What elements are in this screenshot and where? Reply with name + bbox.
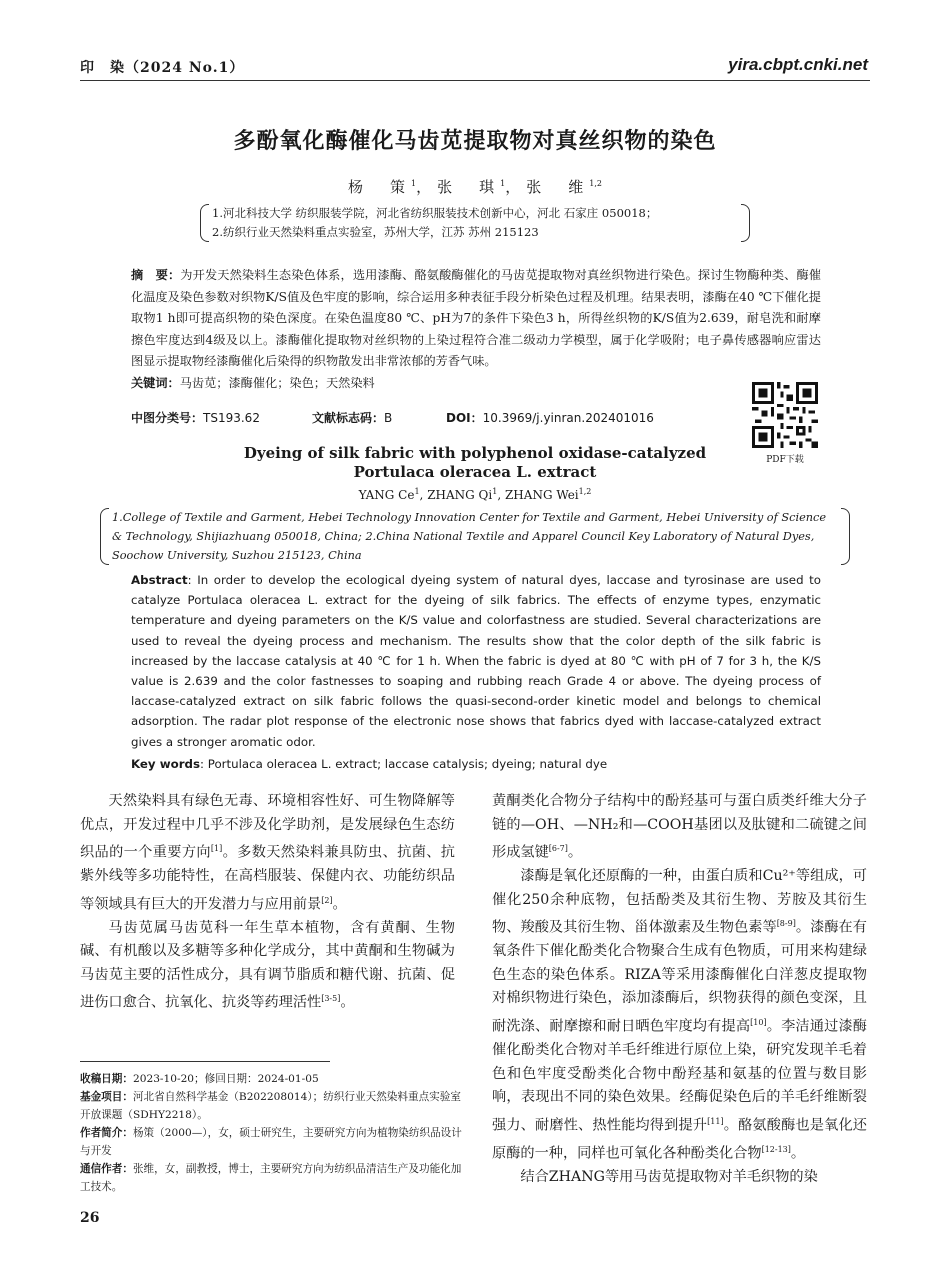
footnote-label: 作者简介： [80, 1127, 133, 1139]
author-name-en: ZHANG Qi [427, 488, 493, 502]
affiliation-line: 2.纺织行业天然染料重点实验室，苏州大学，江苏 苏州 215123 [212, 225, 539, 239]
footnote-label: 基金项目： [80, 1091, 133, 1103]
author-separator: ， [505, 178, 527, 196]
body-paragraph [80, 790, 455, 917]
classification-label: 中图分类号： [131, 411, 204, 425]
paper-title-en: Dyeing of silk fabric with polyphenol oxidase-catalyzed Portulaca oleracea L. extract [243, 444, 707, 481]
body-paragraph [492, 790, 867, 865]
header-rule [80, 80, 870, 81]
footnote-label: 通信作者： [80, 1163, 133, 1175]
author-affiliation-mark: 1 [500, 179, 506, 188]
author-affiliation-mark-en: 1 [492, 487, 498, 496]
abstract-cn-label: 摘 要： [131, 268, 181, 282]
classification-number [131, 409, 260, 426]
keywords-en-text: : Portulaca oleracea L. extract; laccase catalysis; dyeing; natural dye [200, 757, 608, 771]
body-column-left [80, 790, 455, 1016]
paragraph-text: 。多数天然染料兼具防虫、抗菌、抗紫外线等多功能特性，在高档服装、保健内衣、功能纺织品等领域具有巨大的开发潜力与应用前景 [80, 844, 455, 913]
paragraph-text: 漆酶是氧化还原酶的一种，由蛋白质和Cu²⁺等组成，可催化250余种底物，包括酚类及其衍生物、芳胺及其衍生物、羧酸及其衍生物、甾体激素及生物色素等 [492, 868, 867, 936]
author-separator: ， [416, 178, 438, 196]
author-list [0, 176, 950, 197]
keywords-cn-text: 马齿苋；漆酶催化；染色；天然染料 [179, 375, 375, 390]
page-number: 26 [80, 1210, 100, 1226]
author-name-en: ZHANG Wei [504, 488, 579, 502]
classification-value: TS193.62 [203, 411, 260, 425]
citation-ref[interactable]: [3-5] [321, 994, 341, 1004]
qr-code-icon[interactable] [752, 382, 818, 448]
citation-ref[interactable]: [10] [750, 1017, 767, 1027]
document-code-value: B [384, 411, 393, 425]
author-separator-en: , [419, 488, 428, 502]
keywords-cn [131, 373, 821, 395]
author-list-en [0, 487, 950, 502]
footnote-text: 2023-10-20；修回日期：2024-01-05 [132, 1073, 319, 1085]
citation-ref[interactable]: [2] [321, 895, 333, 905]
footnotes [80, 1061, 465, 1196]
abstract-en [131, 570, 821, 752]
keywords-en [131, 757, 821, 771]
paragraph-text: 。酪氨酸酶也是氧化还原酶的一种，同样也可氧化各种酚类化合物 [492, 1117, 867, 1162]
footnote-funding [80, 1088, 465, 1124]
footnote-text: 河北省自然科学基金（B202208014）；纺织行业天然染料重点实验室开放课题（SDHY2218）。 [80, 1091, 461, 1121]
author-name-en: YANG Ce [358, 488, 415, 502]
paragraph-text: 。 [332, 896, 347, 913]
paper-title: 多酚氧化酶催化马齿苋提取物对真丝织物的染色 [233, 129, 717, 154]
abstract-en-text: : In order to develop the ecological dyeing system of natural dyes, laccase and tyrosinase are used to catalyze Portulaca oleracea L. extract for the dyeing of silk fabrics. The effects of enzyme types, enzymatic temperature and dyeing parameters on the K/S value and colorfastness are studied. Several characterizations are used to reveal the dyeing process and mechanism. The results show that the color depth of the silk fabric is increased by the laccase catalysis at 40 ℃ for 1 h. When the fabric is dyed at 80 ℃ with pH of 7 for 3 h, the K/S value is 2.639 and the color fastnesses to soaping and rubbing reach Grade 4 or above. The dyeing process of laccase-catalyzed extract on silk fabric follows the quasi-second-order kinetic model and belongs to chemical adsorption. The radar plot response of the electronic nose shows that fabrics dyed with laccase-catalyzed extract gives a stronger aromatic odor. [131, 573, 821, 749]
keywords-en-label: Key words [131, 757, 201, 771]
footnote-rule [80, 1061, 330, 1062]
author-separator-en: , [497, 488, 505, 502]
citation-ref[interactable]: [1] [210, 844, 223, 853]
abstract-cn [131, 265, 821, 394]
body-paragraph [492, 865, 867, 1166]
body-column-right [492, 790, 867, 1190]
author-name: 张 维 [526, 178, 590, 196]
footnote-author-bio [80, 1124, 465, 1160]
footnote-received [80, 1070, 465, 1088]
document-code-label: 文献标志码： [312, 411, 385, 425]
footnote-text: 张维，女，副教授，博士，主要研究方向为纺织品清洁生产及功能化加工技术。 [80, 1163, 462, 1193]
abstract-cn-text: 为开发天然染料生态染色体系，选用漆酶、酪氨酸酶催化的马齿苋提取物对真丝织物进行染色。探讨生物酶种类、酶催化温度及染色参数对织物K/S值及色牢度的影响，综合运用多种表征手段分析染色过程及机理。结果表明，漆酶在40 ℃下催化提取物1 h即可提高织物的染色深度。在染色温度80 ℃、pH为7的条件下染色3 h，所得丝织物的K/S值为2.639，耐皂洗和耐摩擦色牢度达到4级及以上。漆酶催化提取物对丝织物的上染过程符合准二级动力学模型，属于化学吸附；电子鼻传感器响应雷达图显示提取物经漆酶催化后染得的织物散发出非常浓郁的芳香气味。 [131, 268, 822, 368]
footnote-label: 收稿日期： [80, 1073, 133, 1085]
journal-header: 印 染（2024 No.1） [80, 60, 245, 76]
footnote-corresponding [80, 1160, 465, 1196]
journal-site-link[interactable]: yira.cbpt.cnki.net [728, 55, 868, 74]
paragraph-text: 。 [790, 1145, 806, 1162]
body-paragraph [492, 1166, 867, 1190]
author-name: 张 琪 [437, 178, 501, 196]
affiliation-line: 1.河北科技大学 纺织服装学院，河北省纺织服装技术创新中心，河北 石家庄 050018； [212, 206, 658, 220]
affiliation-block-en: 1.College of Textile and Garment, Hebei Technology Innovation Center for Textile and Garment, Hebei University of Science & Technology, Shijiazhuang 050018, China; 2.China National Textile and Apparel Council Key Laboratory of Natural Dyes, Soochow University, Suzhou 215123, China [100, 508, 850, 565]
citation-ref[interactable]: [12-13] [761, 1144, 791, 1154]
citation-ref[interactable]: [11] [707, 1116, 724, 1126]
body-paragraph [80, 917, 455, 1016]
doi-value[interactable]: 10.3969/j.yinran.202401016 [482, 411, 654, 425]
author-affiliation-mark-en: 1,2 [578, 487, 592, 496]
keywords-cn-label: 关键词： [131, 375, 180, 390]
pdf-download-label[interactable]: PDF下载 [766, 455, 804, 465]
abstract-en-label: Abstract [131, 573, 188, 587]
paragraph-text: 黄酮类化合物分子结构中的酚羟基可与蛋白质类纤维大分子链的—OH、—NH₂和—COOH基团以及肽键和二硫键之间形成氢键 [492, 793, 867, 861]
doi-label: DOI： [446, 411, 483, 425]
paragraph-text: 。 [340, 995, 355, 1012]
paragraph-text: 天然染料具有绿色无毒、环境相容性好、可生物降解等优点，开发过程中几乎不涉及化学助剂，是发展绿色生态纺织品的一个重要方向 [80, 793, 455, 861]
citation-ref[interactable]: [6-7] [548, 844, 568, 853]
paragraph-text: 。李洁通过漆酶催化酚类化合物对羊毛纤维进行原位上染，研究发现羊毛着色和色牢度受酚类化合物中酚羟基和氨基的位置与数目影响，表现出不同的染色效果。经酶促染色后的羊毛纤维断裂强力、耐磨性、热性能均得到提升 [492, 1018, 867, 1134]
paragraph-text: 。 [567, 844, 583, 861]
doi [446, 409, 654, 426]
citation-ref[interactable]: [8-9] [776, 919, 796, 929]
author-affiliation-mark-en: 1 [414, 487, 420, 496]
document-code [312, 409, 392, 426]
paragraph-text: 。漆酶在有氧条件下催化酚类化合物聚合生成有色物质，可用来构建绿色生态的染色体系。RIZA等采用漆酶催化白洋葱皮提取物对棉织物进行染色，添加漆酶后，织物获得的颜色变深，且耐洗涤、耐摩擦和耐日晒色牢度均有提高 [492, 919, 867, 1035]
paragraph-text: 马齿苋属马齿苋科一年生草本植物，含有黄酮、生物碱、有机酸以及多糖等多种化学成分，其中黄酮和生物碱为马齿苋主要的活性成分，具有调节脂质和糖代谢、抗菌、促进伤口愈合、抗氧化、抗炎等药理活性 [80, 919, 455, 1012]
author-affiliation-mark: 1 [411, 179, 417, 188]
footnote-text: 杨策（2000—），女，硕士研究生，主要研究方向为植物染纺织品设计与开发 [80, 1127, 462, 1157]
author-affiliation-mark: 1,2 [589, 179, 602, 188]
paragraph-text: 结合ZHANG等用马齿苋提取物对羊毛织物的染 [520, 1169, 818, 1186]
affiliation-block [200, 204, 750, 242]
author-name: 杨 策 [348, 178, 412, 196]
